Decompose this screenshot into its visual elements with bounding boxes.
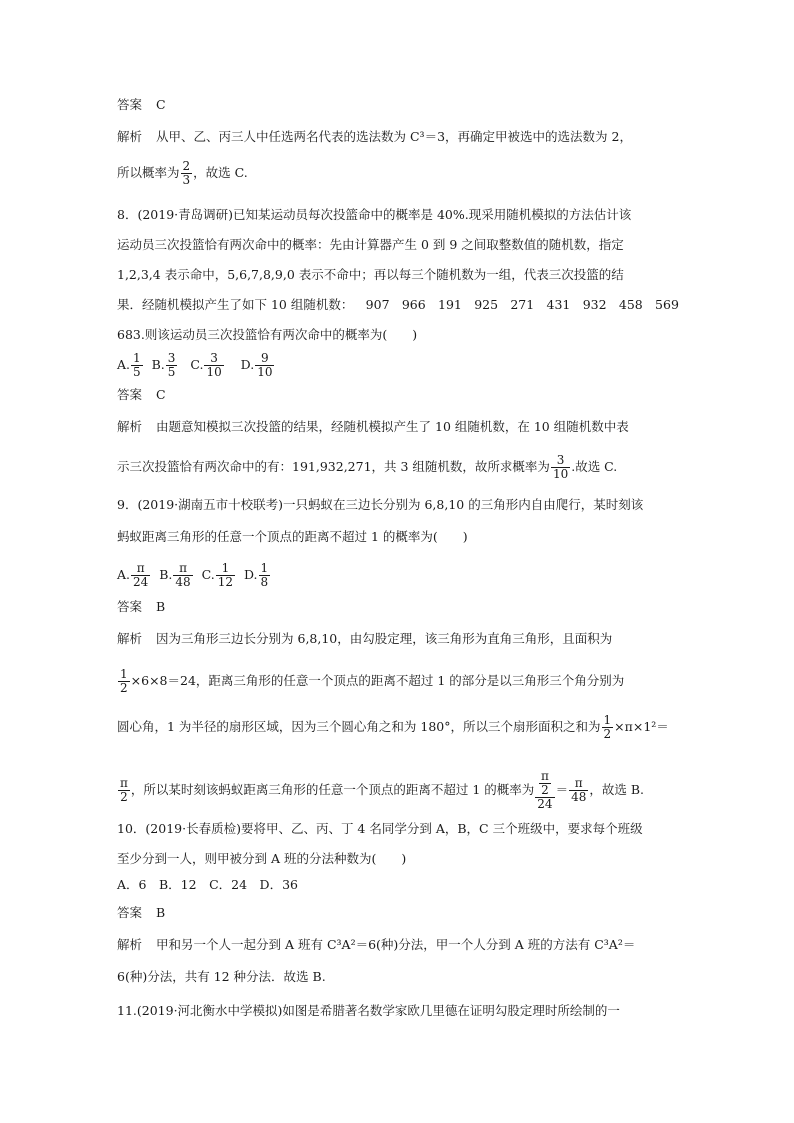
question-9-line [117, 496, 679, 514]
compound-fraction: $\frac{\frac{\pi}{2}}{24}$ [537, 769, 553, 811]
analysis-label: 解析 [117, 419, 143, 434]
random-number: 569 [655, 297, 679, 312]
analysis-label: 解析 [117, 937, 143, 952]
question-8-line: 683.则该运动员三次投篮恰有两次命中的概率为( ) [117, 327, 418, 342]
random-number: 431 [546, 297, 571, 312]
answer-row [117, 386, 679, 404]
fraction: $\frac{1}{2}$ [120, 667, 128, 695]
analysis-line [117, 630, 679, 648]
option-a: A. $\frac{1}{5}$ [117, 351, 141, 379]
question-11-line: 11.(2019·河北衡水中学模拟)如图是希腊著名数学家欧几里德在证明勾股定理时所绘制的一 [117, 1003, 620, 1018]
fraction: $\frac{1}{2}$ [603, 713, 612, 741]
analysis-text: 因为三角形三边长分别为 6,8,10，由勾股定理，该三角形为直角三角形，且面积为 [156, 631, 613, 646]
question-8-randoms-line [117, 296, 679, 314]
analysis-label: 解析 [117, 129, 143, 144]
analysis-line [117, 454, 679, 481]
answer-label: 答案 [117, 387, 143, 402]
analysis-line [117, 668, 679, 695]
random-number: 271 [510, 297, 535, 312]
analysis-line [117, 418, 679, 436]
analysis-text: 甲和另一个人一起分到 A 班有 C³A²＝6(种)分法，甲一个人分到 A 班的方法有 C³A²＝ [156, 937, 636, 952]
question-text: (2019·湖南五市十校联考)一只蚂蚁在三边长分别为 6,8,10 的三角形内自由爬行，某时刻该 [137, 497, 644, 512]
analysis-text: .故选 C. [571, 459, 618, 474]
answer-label: 答案 [117, 97, 143, 112]
answer-label: 答案 [117, 905, 143, 920]
question-8-line: 运动员三次投篮恰有两次命中的概率：先由计算器产生 0 到 9 之间取整数值的随机数，指定 [117, 237, 624, 252]
option-c: C. $\frac{3}{10}$ [190, 351, 222, 379]
answer-row [117, 598, 679, 616]
question-text: 果．经随机模拟产生了如下 10 组随机数： [117, 297, 354, 312]
option-b: B. $\frac{\pi}{48}$ [159, 561, 191, 589]
analysis-text: 示三次投篮恰有两次命中的有：191,932,271，共 3 组随机数，故所求概率为 [117, 459, 550, 474]
analysis-label: 解析 [117, 631, 143, 646]
question-10-line [117, 820, 679, 838]
answer-value: C [156, 387, 166, 402]
analysis-text: ，所以某时刻该蚂蚁距离三角形的任意一个顶点的距离不超过 1 的概率为 [130, 782, 535, 797]
analysis-text: ，故选 B. [589, 782, 645, 797]
question-8-line: 1,2,3,4 表示命中，5,6,7,8,9,0 表示不命中；再以每三个随机数为一组，代表三次投篮的结 [117, 267, 624, 282]
option-d: D. $\frac{9}{10}$ [240, 351, 273, 379]
fraction-denominator: 3 [182, 173, 191, 187]
options-row [117, 562, 679, 589]
answer-value: B [156, 599, 166, 614]
option-b: B. $\frac{3}{5}$ [151, 351, 176, 379]
question-number: 9． [117, 497, 138, 512]
analysis-text: ×6×8＝24，距离三角形的任意一个顶点的距离不超过 1 的部分是以三角形三个角分别为 [130, 673, 625, 688]
options-row [117, 352, 679, 379]
answer-label: 答案 [117, 599, 143, 614]
question-number: 10． [117, 821, 146, 836]
analysis-line [117, 770, 679, 811]
analysis-text: 由题意知模拟三次投篮的结果，经随机模拟产生了 10 组随机数，在 10 组随机数中表 [156, 419, 629, 434]
random-number: 932 [582, 297, 607, 312]
fraction: $\frac{3}{10}$ [552, 453, 569, 481]
question-10-line: 至少分到一人，则甲被分到 A 班的分法种数为( ) [117, 851, 407, 866]
analysis-line [117, 936, 679, 954]
analysis-text: ，故选 C. [193, 165, 248, 180]
analysis-line: 6(种)分法，共有 12 种分法．故选 B. [117, 969, 326, 984]
option-d: D. $\frac{1}{8}$ [243, 561, 269, 589]
answer-value: C [156, 97, 166, 112]
fraction: $\frac{\pi}{48}$ [571, 776, 587, 804]
option-a: A. $\frac{\pi}{24}$ [117, 561, 149, 589]
analysis-line [117, 160, 679, 187]
fraction [181, 160, 193, 187]
fraction-numerator: 2 [182, 159, 191, 173]
answer-row [117, 904, 679, 922]
analysis-line [117, 128, 679, 146]
equals-sign: ＝ [555, 782, 569, 797]
random-number: 907 [365, 297, 390, 312]
answer-value: B [156, 905, 166, 920]
random-number: 966 [401, 297, 426, 312]
random-number: 191 [438, 297, 462, 312]
random-number: 458 [618, 297, 643, 312]
option-c: C. $\frac{1}{12}$ [201, 561, 234, 589]
fraction: $\frac{\pi}{2}$ [120, 776, 128, 804]
analysis-text: 从甲、乙、丙三人中任选两名代表的选法数为 C³＝3，再确定甲被选中的选法数为 2， [156, 129, 632, 144]
answer-row [117, 96, 679, 114]
analysis-text: ×π×1²＝ [614, 719, 669, 734]
question-8-line [117, 206, 679, 224]
analysis-line [117, 714, 679, 741]
random-number: 925 [474, 297, 499, 312]
question-9-line: 蚂蚁距离三角形的任意一个顶点的距离不超过 1 的概率为( ) [117, 529, 468, 544]
question-number: 8． [117, 207, 138, 222]
analysis-text: 所以概率为 [117, 165, 180, 180]
question-text: (2019·长春质检)要将甲、乙、丙、丁 4 名同学分到 A，B，C 三个班级中，要求每个班级 [145, 821, 643, 836]
analysis-text: 圆心角，1 为半径的扇形区域，因为三个圆心角之和为 180°，所以三个扇形面积之和为 [117, 719, 601, 734]
options-row: A．6 B．12 C．24 D．36 [117, 877, 298, 892]
question-text: (2019·青岛调研)已知某运动员每次投篮命中的概率是 40%.现采用随机模拟的方法估计该 [137, 207, 632, 222]
